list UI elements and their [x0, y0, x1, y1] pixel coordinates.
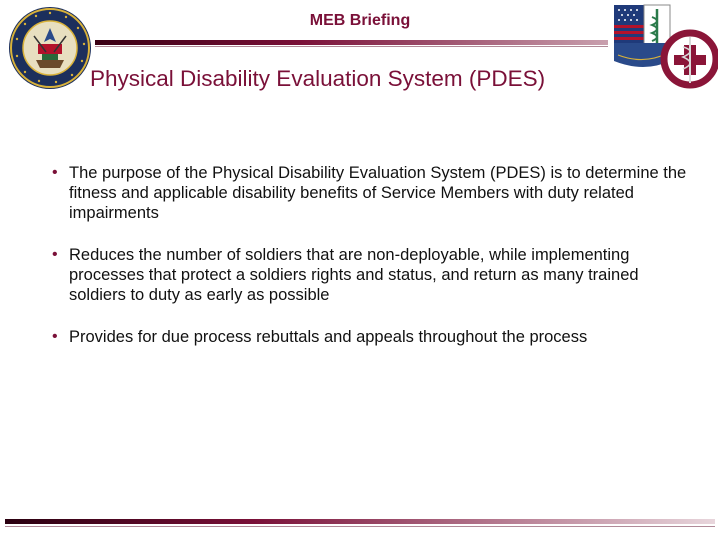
slide-title: Physical Disability Evaluation System (PDES) — [90, 66, 546, 91]
header-title: MEB Briefing — [309, 12, 411, 29]
bullet-list — [52, 163, 687, 369]
bullet-text: Provides for due process rebuttals and appeals throughout the process — [69, 328, 588, 346]
bullet-item — [52, 245, 687, 305]
bullet-dot-icon: • — [52, 246, 58, 263]
bullet-item — [52, 327, 687, 347]
bullet-dot-icon: • — [52, 164, 58, 181]
bottom-divider-bar — [5, 519, 715, 524]
top-divider-line — [95, 46, 608, 47]
top-divider-bar — [95, 40, 608, 45]
bottom-divider-line — [5, 526, 715, 527]
bullet-text: Reduces the number of soldiers that are non-deployable, while implementing processes that protect a soldiers rights and status, and return as many trained soldiers to duty as early as possible — [69, 246, 639, 304]
bullet-dot-icon: • — [52, 328, 58, 345]
bullet-item — [52, 163, 687, 223]
bullet-text: The purpose of the Physical Disability Evaluation System (PDES) is to determine the fitness and applicable disability benefits of Service Members with duty related impairments — [69, 164, 687, 222]
army-medical-department-crest-icon — [610, 3, 718, 95]
